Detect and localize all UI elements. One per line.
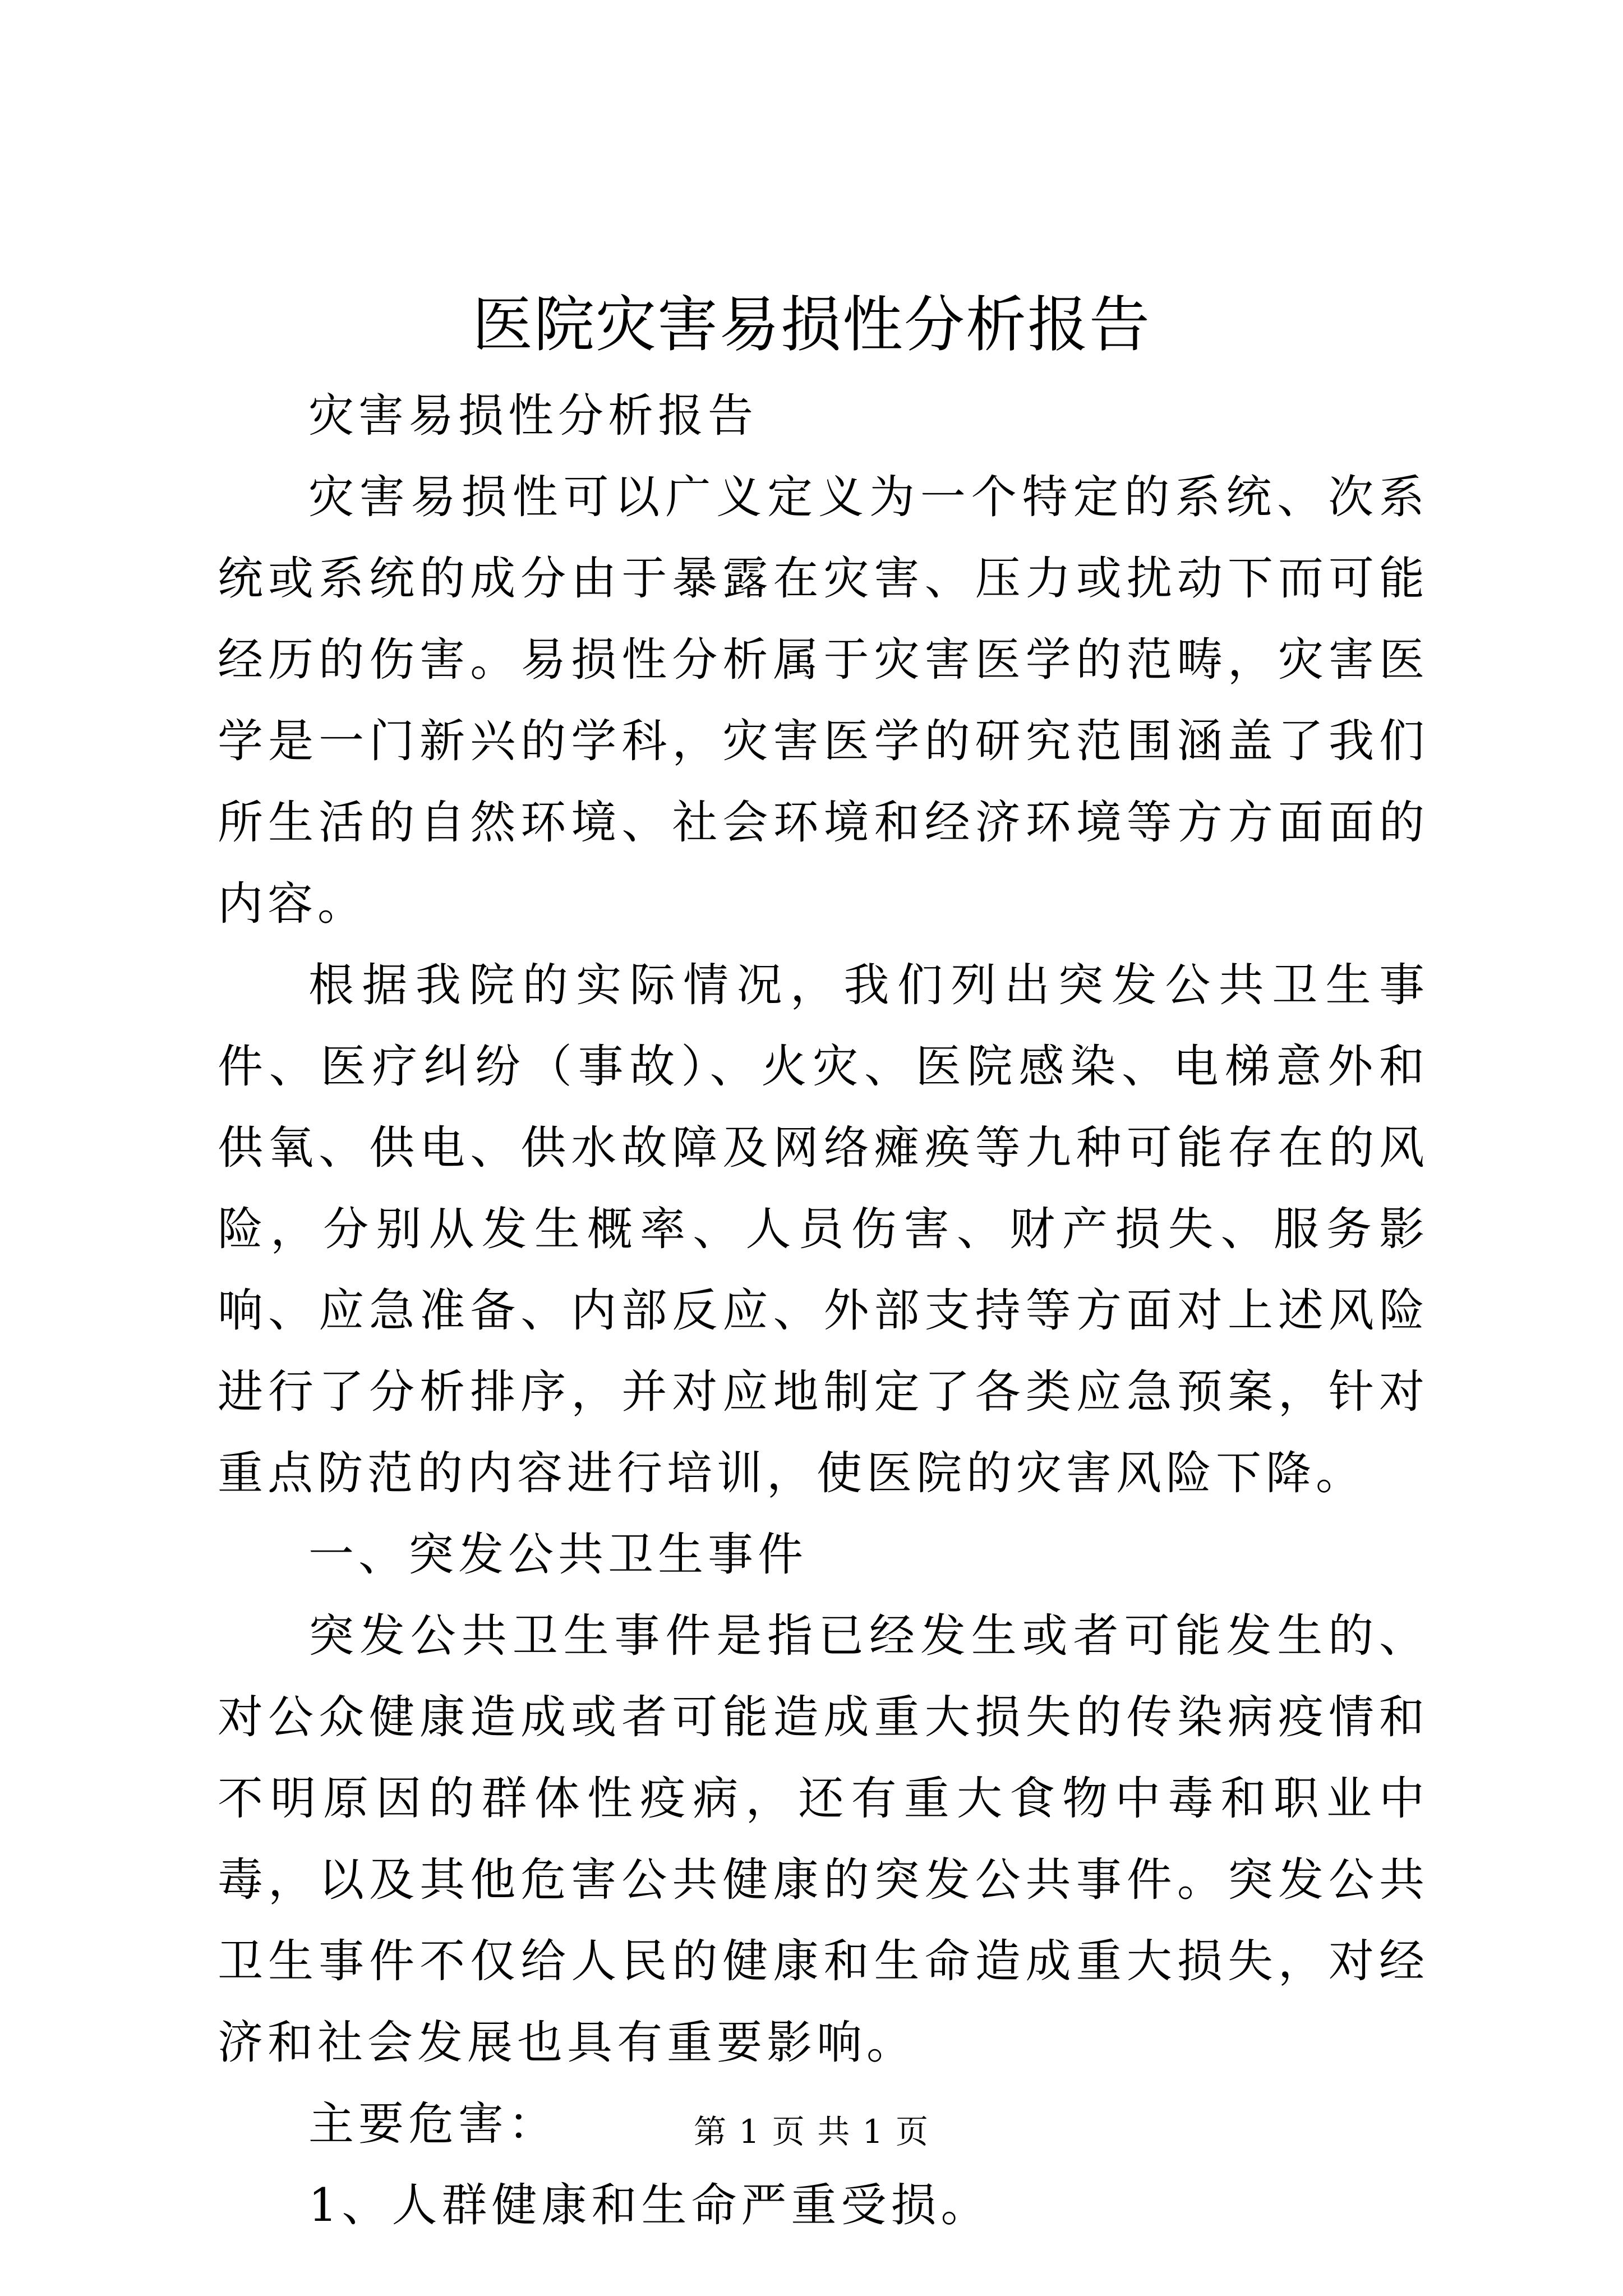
main-hazards-label: 主要危害： (308, 2098, 559, 2151)
hazard-list-item: 1、人群健康和生命严重受损。 (308, 2179, 991, 2232)
risk-overview-paragraph: 根据我院的实际情况，我们列出突发公共卫生事件、医疗纠纷（事故）、火灾、医院感染、电梯意外和供氧、供电、供水故障及网络瘫痪等九种可能存在的风险，分别从发生概率、人员伤害、财产损失、服务影响、应急准备、内部反应、外部支持等方面对上述风险进行了分析排序，并对应地制定了各类应急预案，针对重点防范的内容进行培训，使医院的灾害风险下降。 (218, 959, 1429, 1500)
definition-paragraph: 灾害易损性可以广义定义为一个特定的系统、次系统或系统的成分由于暴露在灾害、压力或扰动下而可能经历的伤害。易损性分析属于灾害医学的范畴，灾害医学是一门新兴的学科，灾害医学的研究范围涵盖了我们所生活的自然环境、社会环境和经济环境等方方面面的内容。 (218, 471, 1429, 931)
subtitle-paragraph: 灾害易损性分析报告 (308, 390, 758, 443)
section-heading: 一、突发公共卫生事件 (308, 1529, 808, 1581)
document-body (218, 376, 1429, 2247)
page-title: 医院灾害易损性分析报告 (472, 290, 1151, 360)
section-description-paragraph: 突发公共卫生事件是指已经发生或者可能发生的、对公众健康造成或者可能造成重大损失的传染病疫情和不明原因的群体性疫病，还有重大食物中毒和职业中毒，以及其他危害公共健康的突发公共事件。突发公共卫生事件不仅给人民的健康和生命造成重大损失，对经济和社会发展也具有重要影响。 (218, 1610, 1429, 2069)
page-footer: 第 1 页 共 1 页 (694, 2113, 929, 2151)
